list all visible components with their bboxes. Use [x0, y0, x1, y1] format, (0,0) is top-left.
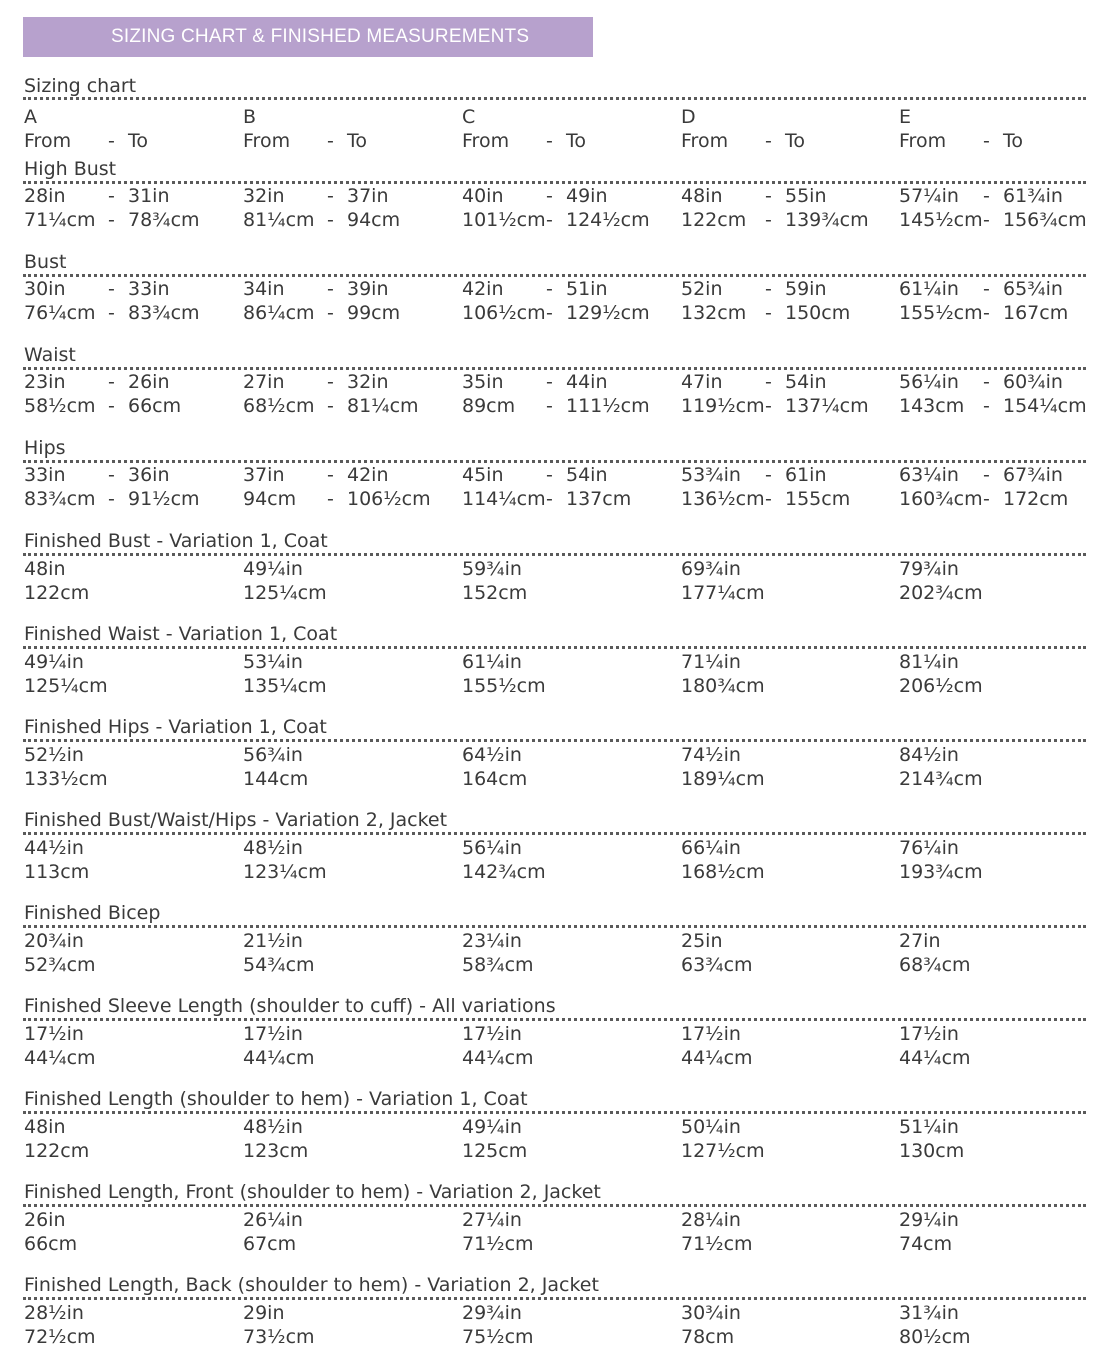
- range-cm-dash: -: [765, 395, 772, 417]
- measure-label: Bust: [24, 251, 67, 273]
- range-in-from: 61¼in: [899, 278, 959, 300]
- finished-in-value: 56¼in: [462, 837, 522, 859]
- finished-in-value: 66¼in: [681, 837, 741, 859]
- range-cm-dash: -: [765, 488, 772, 510]
- range-in-to: 67¾in: [1003, 464, 1063, 486]
- range-cm-dash: -: [983, 209, 990, 231]
- range-in-dash: -: [546, 464, 553, 486]
- range-cm-dash: -: [546, 488, 553, 510]
- finished-cm-value: 44¼cm: [24, 1047, 96, 1069]
- range-in-from: 35in: [462, 371, 504, 393]
- range-in-dash: -: [327, 278, 334, 300]
- range-cm-dash: -: [327, 302, 334, 324]
- dotted-rule: [23, 367, 1086, 370]
- range-cm-to: 167cm: [1003, 302, 1069, 324]
- range-in-from: 37in: [243, 464, 285, 486]
- range-cm-dash: -: [327, 209, 334, 231]
- finished-in-value: 17½in: [681, 1023, 741, 1045]
- finished-in-value: 52½in: [24, 744, 84, 766]
- range-in-to: 31in: [128, 185, 170, 207]
- range-in-dash: -: [108, 464, 115, 486]
- range-in-to: 32in: [347, 371, 389, 393]
- range-in-to: 60¾in: [1003, 371, 1063, 393]
- range-in-dash: -: [108, 371, 115, 393]
- finished-in-value: 27in: [899, 930, 941, 952]
- range-cm-from: 132cm: [681, 302, 747, 324]
- from-to-dash: -: [983, 130, 990, 152]
- from-to-dash: -: [108, 130, 115, 152]
- range-in-to: 55in: [785, 185, 827, 207]
- range-cm-dash: -: [108, 395, 115, 417]
- range-in-dash: -: [983, 464, 990, 486]
- range-in-dash: -: [765, 371, 772, 393]
- range-in-from: 63¼in: [899, 464, 959, 486]
- finished-cm-value: 52¾cm: [24, 954, 96, 976]
- finished-in-value: 31¾in: [899, 1302, 959, 1324]
- range-in-from: 32in: [243, 185, 285, 207]
- range-cm-from: 58½cm: [24, 395, 96, 417]
- measure-label: Hips: [24, 437, 66, 459]
- finished-in-value: 27¼in: [462, 1209, 522, 1231]
- finished-measure-label: Finished Bust - Variation 1, Coat: [24, 530, 328, 552]
- range-cm-from: 155½cm: [899, 302, 983, 324]
- range-in-dash: -: [546, 278, 553, 300]
- range-in-from: 53¾in: [681, 464, 741, 486]
- range-cm-to: 94cm: [347, 209, 401, 231]
- range-in-to: 54in: [785, 371, 827, 393]
- finished-cm-value: 54¾cm: [243, 954, 315, 976]
- range-cm-from: 136½cm: [681, 488, 765, 510]
- range-cm-dash: -: [108, 488, 115, 510]
- finished-in-value: 59¾in: [462, 558, 522, 580]
- range-in-from: 27in: [243, 371, 285, 393]
- finished-in-value: 48in: [24, 1116, 66, 1138]
- range-in-dash: -: [327, 371, 334, 393]
- finished-in-value: 81¼in: [899, 651, 959, 673]
- dotted-rule: [23, 97, 1086, 100]
- from-label: From: [243, 130, 291, 152]
- range-cm-from: 83¾cm: [24, 488, 96, 510]
- finished-cm-value: 58¾cm: [462, 954, 534, 976]
- finished-cm-value: 206½cm: [899, 675, 983, 697]
- dotted-rule: [23, 1297, 1086, 1300]
- finished-cm-value: 44¼cm: [681, 1047, 753, 1069]
- range-in-to: 51in: [566, 278, 608, 300]
- finished-in-value: 29¾in: [462, 1302, 522, 1324]
- finished-cm-value: 127½cm: [681, 1140, 765, 1162]
- finished-cm-value: 125cm: [462, 1140, 528, 1162]
- range-cm-dash: -: [546, 302, 553, 324]
- finished-cm-value: 80½cm: [899, 1326, 971, 1348]
- finished-cm-value: 123¼cm: [243, 861, 327, 883]
- range-cm-dash: -: [546, 395, 553, 417]
- finished-cm-value: 67cm: [243, 1233, 297, 1255]
- finished-cm-value: 113cm: [24, 861, 90, 883]
- finished-cm-value: 189¼cm: [681, 768, 765, 790]
- finished-in-value: 51¼in: [899, 1116, 959, 1138]
- range-in-dash: -: [983, 278, 990, 300]
- range-cm-dash: -: [327, 395, 334, 417]
- finished-in-value: 26¼in: [243, 1209, 303, 1231]
- from-label: From: [462, 130, 510, 152]
- finished-in-value: 44½in: [24, 837, 84, 859]
- range-in-from: 47in: [681, 371, 723, 393]
- finished-cm-value: 75½cm: [462, 1326, 534, 1348]
- finished-in-value: 69¾in: [681, 558, 741, 580]
- finished-in-value: 48½in: [243, 1116, 303, 1138]
- range-in-dash: -: [546, 185, 553, 207]
- finished-cm-value: 66cm: [24, 1233, 78, 1255]
- finished-cm-value: 71½cm: [681, 1233, 753, 1255]
- from-to-dash: -: [765, 130, 772, 152]
- range-cm-to: 106½cm: [347, 488, 431, 510]
- range-in-to: 42in: [347, 464, 389, 486]
- range-cm-from: 101½cm: [462, 209, 546, 231]
- finished-cm-value: 135¼cm: [243, 675, 327, 697]
- range-cm-to: 150cm: [785, 302, 851, 324]
- range-in-from: 57¼in: [899, 185, 959, 207]
- from-to-dash: -: [546, 130, 553, 152]
- dotted-rule: [23, 1018, 1086, 1021]
- finished-measure-label: Finished Bicep: [24, 902, 161, 924]
- finished-cm-value: 78cm: [681, 1326, 735, 1348]
- range-cm-to: 81¼cm: [347, 395, 419, 417]
- range-in-from: 48in: [681, 185, 723, 207]
- range-in-dash: -: [327, 464, 334, 486]
- finished-in-value: 17½in: [899, 1023, 959, 1045]
- range-cm-from: 81¼cm: [243, 209, 315, 231]
- range-in-to: 26in: [128, 371, 170, 393]
- range-cm-from: 106½cm: [462, 302, 546, 324]
- from-to-dash: -: [327, 130, 334, 152]
- finished-measure-label: Finished Sleeve Length (shoulder to cuff) - All variations: [24, 995, 556, 1017]
- range-cm-from: 89cm: [462, 395, 516, 417]
- range-in-dash: -: [765, 278, 772, 300]
- range-cm-dash: -: [983, 488, 990, 510]
- finished-cm-value: 125¼cm: [243, 582, 327, 604]
- finished-cm-value: 44¼cm: [243, 1047, 315, 1069]
- finished-in-value: 49¼in: [243, 558, 303, 580]
- from-label: From: [681, 130, 729, 152]
- finished-in-value: 71¼in: [681, 651, 741, 673]
- finished-cm-value: 130cm: [899, 1140, 965, 1162]
- dotted-rule: [23, 1111, 1086, 1114]
- measure-label: High Bust: [24, 158, 117, 180]
- range-in-to: 61¾in: [1003, 185, 1063, 207]
- range-cm-from: 143cm: [899, 395, 965, 417]
- dotted-rule: [23, 832, 1086, 835]
- size-label-a: A: [24, 106, 37, 128]
- range-cm-from: 160¾cm: [899, 488, 983, 510]
- range-cm-to: 78¾cm: [128, 209, 200, 231]
- from-label: From: [24, 130, 72, 152]
- finished-measure-label: Finished Bust/Waist/Hips - Variation 2, Jacket: [24, 809, 448, 831]
- range-cm-from: 86¼cm: [243, 302, 315, 324]
- dotted-rule: [23, 739, 1086, 742]
- finished-in-value: 50¼in: [681, 1116, 741, 1138]
- range-in-from: 52in: [681, 278, 723, 300]
- finished-in-value: 53¼in: [243, 651, 303, 673]
- range-in-to: 37in: [347, 185, 389, 207]
- finished-in-value: 20¾in: [24, 930, 84, 952]
- range-in-dash: -: [108, 278, 115, 300]
- range-cm-dash: -: [108, 209, 115, 231]
- range-cm-to: 129½cm: [566, 302, 650, 324]
- range-in-to: 39in: [347, 278, 389, 300]
- finished-cm-value: 164cm: [462, 768, 528, 790]
- finished-cm-value: 125¼cm: [24, 675, 108, 697]
- finished-cm-value: 74cm: [899, 1233, 953, 1255]
- finished-in-value: 56¾in: [243, 744, 303, 766]
- range-in-to: 65¾in: [1003, 278, 1063, 300]
- range-in-dash: -: [983, 371, 990, 393]
- finished-cm-value: 44¼cm: [462, 1047, 534, 1069]
- range-cm-dash: -: [983, 302, 990, 324]
- finished-in-value: 28¼in: [681, 1209, 741, 1231]
- finished-in-value: 74½in: [681, 744, 741, 766]
- finished-measure-label: Finished Length (shoulder to hem) - Variation 1, Coat: [24, 1088, 528, 1110]
- range-cm-dash: -: [765, 209, 772, 231]
- range-cm-from: 71¼cm: [24, 209, 96, 231]
- finished-in-value: 49¼in: [24, 651, 84, 673]
- finished-measure-label: Finished Hips - Variation 1, Coat: [24, 716, 327, 738]
- finished-in-value: 17½in: [24, 1023, 84, 1045]
- range-in-dash: -: [546, 371, 553, 393]
- range-cm-to: 83¾cm: [128, 302, 200, 324]
- range-cm-to: 66cm: [128, 395, 182, 417]
- finished-cm-value: 152cm: [462, 582, 528, 604]
- range-in-dash: -: [983, 185, 990, 207]
- range-cm-from: 76¼cm: [24, 302, 96, 324]
- finished-cm-value: 177¼cm: [681, 582, 765, 604]
- dotted-rule: [23, 274, 1086, 277]
- range-cm-from: 94cm: [243, 488, 297, 510]
- range-cm-dash: -: [983, 395, 990, 417]
- range-in-dash: -: [765, 185, 772, 207]
- finished-in-value: 21½in: [243, 930, 303, 952]
- range-in-from: 23in: [24, 371, 66, 393]
- finished-cm-value: 73½cm: [243, 1326, 315, 1348]
- range-cm-dash: -: [108, 302, 115, 324]
- range-in-from: 42in: [462, 278, 504, 300]
- range-cm-to: 154¼cm: [1003, 395, 1087, 417]
- from-label: From: [899, 130, 947, 152]
- to-label: To: [566, 130, 587, 152]
- range-cm-to: 155cm: [785, 488, 851, 510]
- finished-in-value: 64½in: [462, 744, 522, 766]
- finished-in-value: 48½in: [243, 837, 303, 859]
- finished-cm-value: 155½cm: [462, 675, 546, 697]
- range-in-to: 54in: [566, 464, 608, 486]
- range-in-to: 49in: [566, 185, 608, 207]
- to-label: To: [347, 130, 368, 152]
- range-in-from: 30in: [24, 278, 66, 300]
- range-in-from: 56¼in: [899, 371, 959, 393]
- range-cm-from: 145½cm: [899, 209, 983, 231]
- range-cm-to: 99cm: [347, 302, 401, 324]
- to-label: To: [1003, 130, 1024, 152]
- range-in-from: 28in: [24, 185, 66, 207]
- dotted-rule: [23, 1204, 1086, 1207]
- range-cm-from: 68½cm: [243, 395, 315, 417]
- range-in-dash: -: [327, 185, 334, 207]
- size-label-d: D: [681, 106, 696, 128]
- dotted-rule: [23, 181, 1086, 184]
- finished-cm-value: 168½cm: [681, 861, 765, 883]
- range-cm-from: 114¼cm: [462, 488, 546, 510]
- range-in-dash: -: [108, 185, 115, 207]
- range-cm-dash: -: [546, 209, 553, 231]
- range-in-to: 59in: [785, 278, 827, 300]
- range-cm-to: 172cm: [1003, 488, 1069, 510]
- finished-in-value: 61¼in: [462, 651, 522, 673]
- finished-cm-value: 133½cm: [24, 768, 108, 790]
- range-in-to: 61in: [785, 464, 827, 486]
- sizing-chart-title: Sizing chart: [24, 75, 137, 97]
- finished-in-value: 84½in: [899, 744, 959, 766]
- range-in-dash: -: [765, 464, 772, 486]
- finished-in-value: 79¾in: [899, 558, 959, 580]
- finished-in-value: 76¼in: [899, 837, 959, 859]
- range-in-from: 45in: [462, 464, 504, 486]
- range-in-to: 33in: [128, 278, 170, 300]
- finished-cm-value: 122cm: [24, 582, 90, 604]
- finished-cm-value: 142¾cm: [462, 861, 546, 883]
- dotted-rule: [23, 553, 1086, 556]
- finished-cm-value: 122cm: [24, 1140, 90, 1162]
- finished-cm-value: 180¾cm: [681, 675, 765, 697]
- finished-cm-value: 123cm: [243, 1140, 309, 1162]
- size-label-b: B: [243, 106, 257, 128]
- dotted-rule: [23, 460, 1086, 463]
- finished-measure-label: Finished Length, Back (shoulder to hem) - Variation 2, Jacket: [24, 1274, 599, 1296]
- finished-cm-value: 214¾cm: [899, 768, 983, 790]
- range-cm-from: 122cm: [681, 209, 747, 231]
- finished-in-value: 25in: [681, 930, 723, 952]
- finished-cm-value: 193¾cm: [899, 861, 983, 883]
- finished-in-value: 49¼in: [462, 1116, 522, 1138]
- finished-in-value: 30¾in: [681, 1302, 741, 1324]
- range-in-to: 36in: [128, 464, 170, 486]
- finished-in-value: 29¼in: [899, 1209, 959, 1231]
- finished-cm-value: 71½cm: [462, 1233, 534, 1255]
- finished-cm-value: 72½cm: [24, 1326, 96, 1348]
- dotted-rule: [23, 646, 1086, 649]
- range-in-from: 40in: [462, 185, 504, 207]
- finished-in-value: 17½in: [462, 1023, 522, 1045]
- dotted-rule: [23, 925, 1086, 928]
- to-label: To: [128, 130, 149, 152]
- range-cm-to: 156¾cm: [1003, 209, 1087, 231]
- finished-in-value: 28½in: [24, 1302, 84, 1324]
- finished-in-value: 17½in: [243, 1023, 303, 1045]
- range-cm-to: 137cm: [566, 488, 632, 510]
- range-in-from: 33in: [24, 464, 66, 486]
- finished-in-value: 26in: [24, 1209, 66, 1231]
- finished-in-value: 23¼in: [462, 930, 522, 952]
- finished-measure-label: Finished Waist - Variation 1, Coat: [24, 623, 338, 645]
- finished-cm-value: 63¾cm: [681, 954, 753, 976]
- range-cm-to: 91½cm: [128, 488, 200, 510]
- range-in-to: 44in: [566, 371, 608, 393]
- section-banner: SIZING CHART & FINISHED MEASUREMENTS: [23, 17, 593, 57]
- measure-label: Waist: [24, 344, 76, 366]
- range-cm-to: 111½cm: [566, 395, 650, 417]
- finished-cm-value: 144cm: [243, 768, 309, 790]
- to-label: To: [785, 130, 806, 152]
- range-cm-from: 119½cm: [681, 395, 765, 417]
- range-cm-to: 139¾cm: [785, 209, 869, 231]
- range-cm-to: 137¼cm: [785, 395, 869, 417]
- finished-cm-value: 68¾cm: [899, 954, 971, 976]
- finished-cm-value: 44¼cm: [899, 1047, 971, 1069]
- size-label-e: E: [899, 106, 912, 128]
- finished-in-value: 48in: [24, 558, 66, 580]
- finished-in-value: 29in: [243, 1302, 285, 1324]
- range-cm-dash: -: [327, 488, 334, 510]
- size-label-c: C: [462, 106, 476, 128]
- range-cm-to: 124½cm: [566, 209, 650, 231]
- range-cm-dash: -: [765, 302, 772, 324]
- finished-measure-label: Finished Length, Front (shoulder to hem) - Variation 2, Jacket: [24, 1181, 601, 1203]
- finished-cm-value: 202¾cm: [899, 582, 983, 604]
- range-in-from: 34in: [243, 278, 285, 300]
